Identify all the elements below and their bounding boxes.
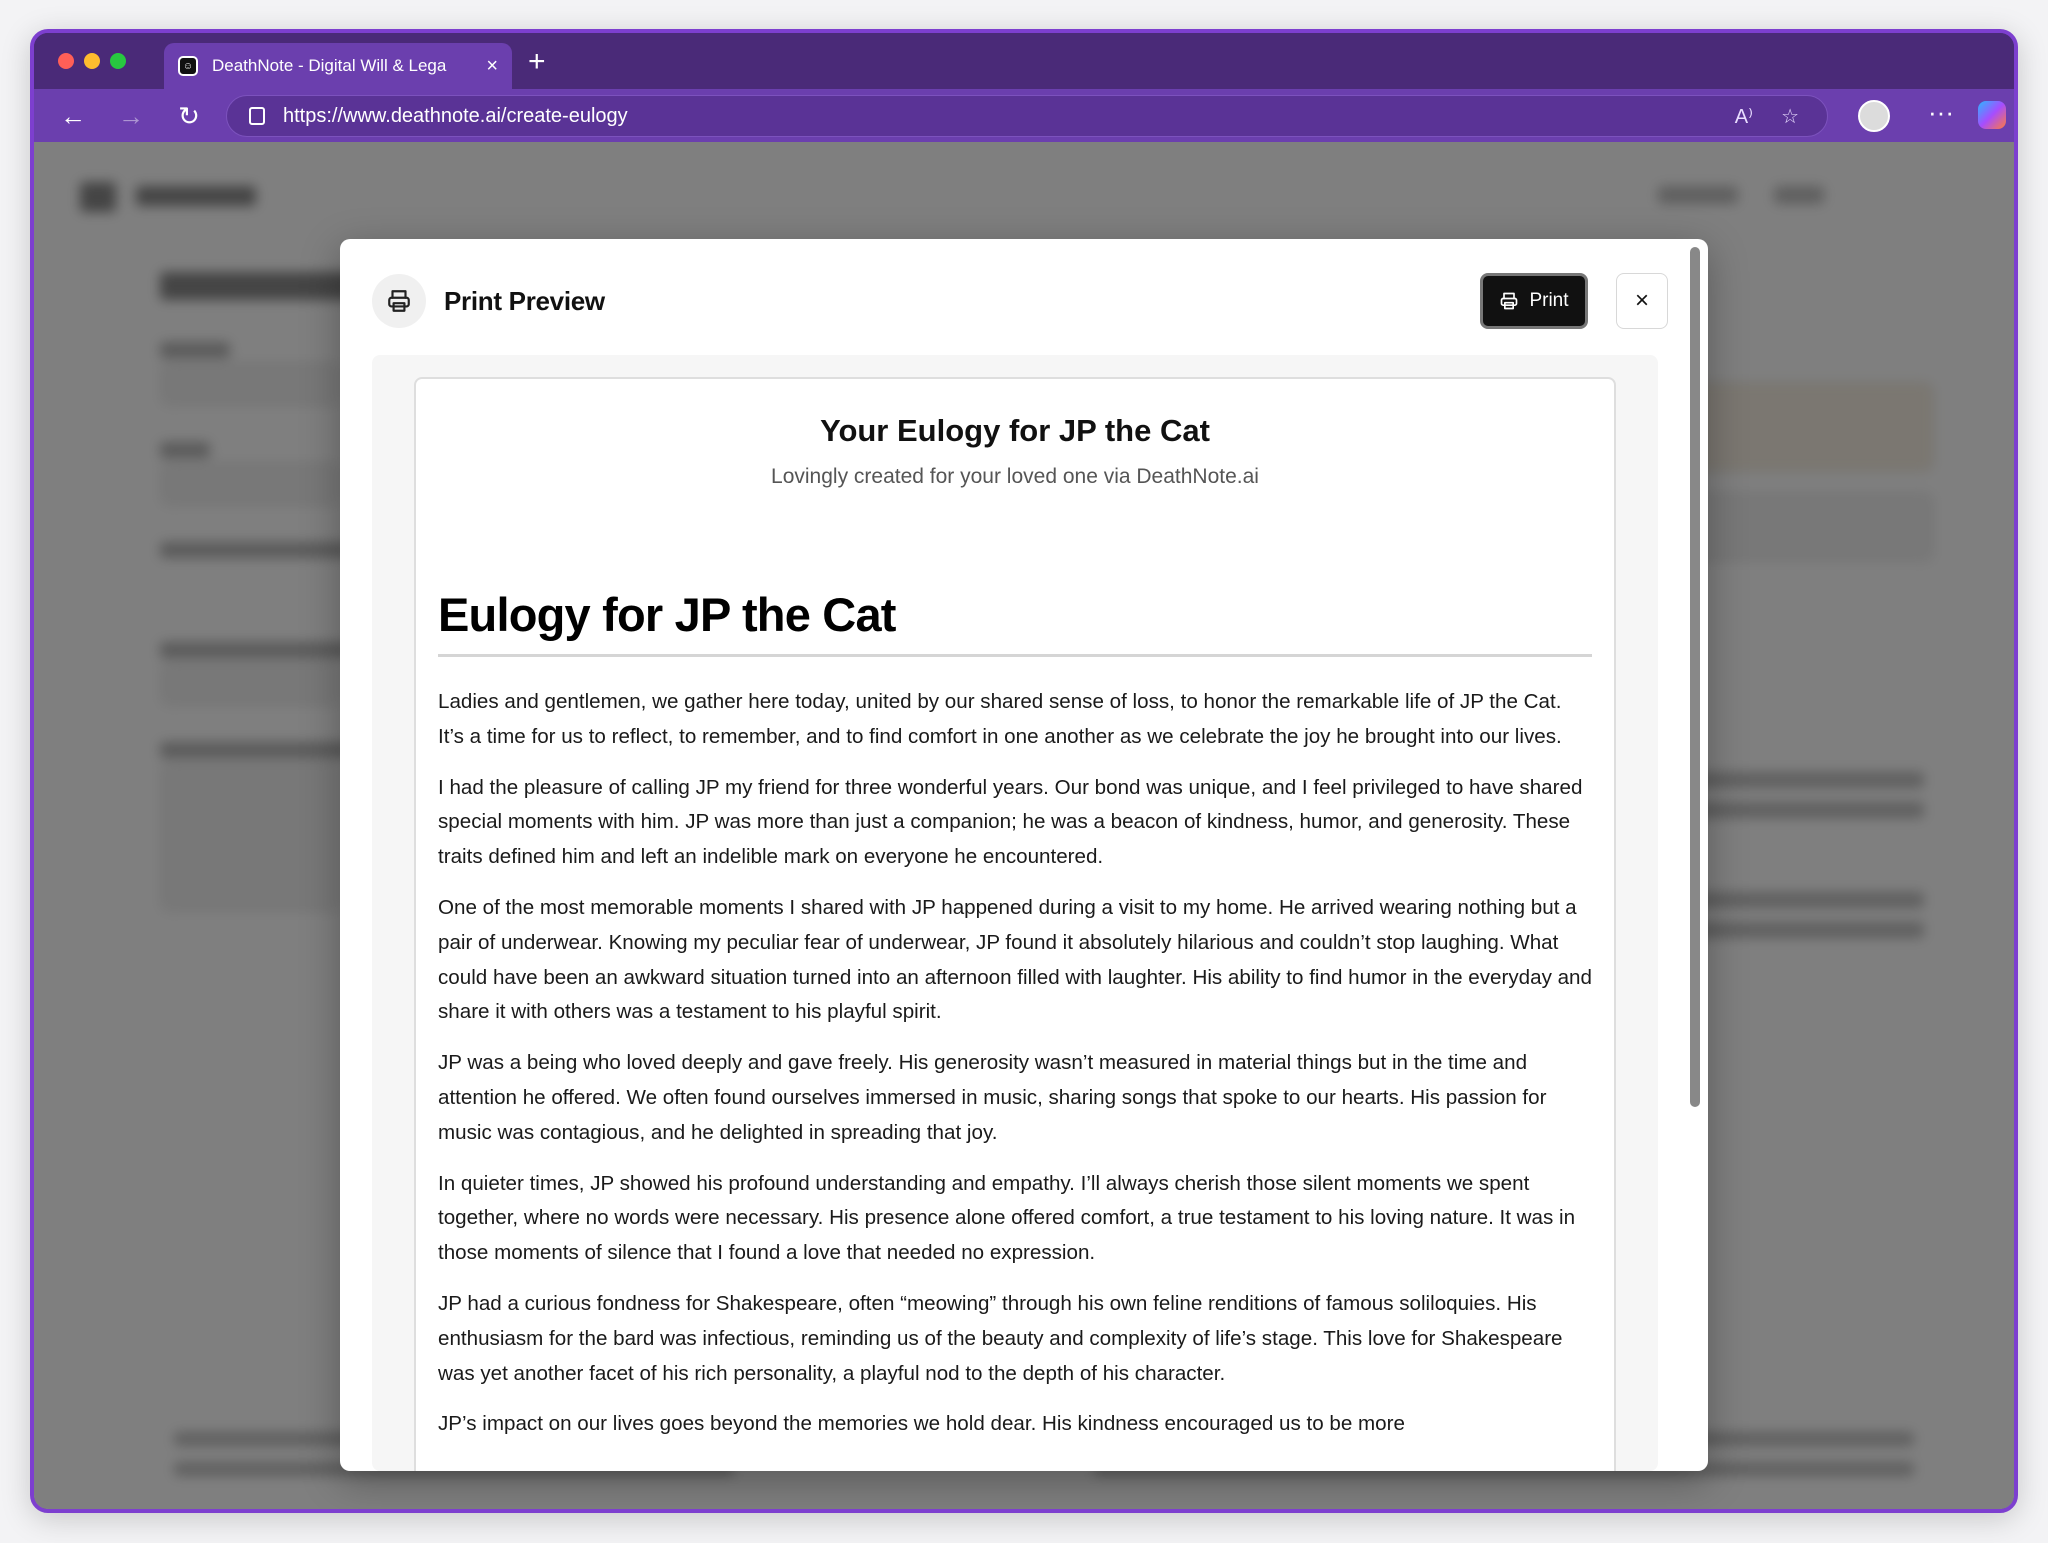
document-subtitle: Lovingly created for your loved one via DeathNote.ai — [771, 465, 1259, 488]
eulogy-paragraph: I had the pleasure of calling JP my friend for three wonderful years. Our bond was unique, and I feel privileged to have shared special moments with him. JP was more than just a companion; he was a beacon of kindness, humor, and generosity. These traits defined him and left an indelible mark on everyone he encountered. — [438, 775, 1583, 869]
back-arrow-icon[interactable]: ← — [60, 101, 86, 131]
eulogy-heading: Eulogy for JP the Cat — [438, 587, 1592, 657]
address-bar[interactable] — [226, 95, 1828, 137]
site-favicon-icon: ☺ — [178, 56, 198, 76]
modal-title: Print Preview — [444, 285, 605, 316]
print-preview-modal — [340, 239, 1708, 1471]
document-title: Your Eulogy for JP the Cat — [820, 413, 1210, 448]
print-button-label: Print — [1529, 290, 1569, 311]
modal-scrollbar[interactable] — [1690, 247, 1700, 1107]
close-modal-button[interactable]: × — [1616, 273, 1668, 329]
eulogy-paragraph: JP was a being who loved deeply and gave freely. His generosity wasn’t measured in material things but in the time and attention he offered. We often found ourselves immersed in music, sharing songs that spoke to our hearts. His passion for music was contagious, and he delighted in spreading that joy. — [438, 1051, 1547, 1144]
lock-icon — [249, 107, 265, 125]
maximize-window-dot[interactable] — [110, 53, 126, 69]
eulogy-document — [414, 377, 1616, 1471]
reload-icon[interactable]: ↻ — [178, 101, 200, 131]
print-button-printer-icon — [1499, 291, 1519, 311]
more-menu-icon[interactable]: ··· — [1928, 97, 1954, 127]
eulogy-paragraph: JP’s impact on our lives goes beyond the memories we hold dear. His kindness encouraged us to be more — [438, 1412, 1405, 1436]
copilot-icon[interactable] — [1978, 101, 2006, 129]
eulogy-paragraph: One of the most memorable moments I shared with JP happened during a visit to my home. He arrived wearing nothing but a pair of underwear. Knowing my peculiar fear of underwear, JP found it absolutely hilarious and couldn’t stop laughing. What could have been an awkward situation turned into an afternoon filled with laughter. His ability to find humor in the everyday and share it with others was a testament to his playful spirit. — [438, 895, 1592, 1024]
tab-bar — [34, 33, 2014, 89]
minimize-window-dot[interactable] — [84, 53, 100, 69]
profile-avatar[interactable] — [1858, 100, 1890, 132]
preview-area — [372, 355, 1658, 1471]
tab-title: DeathNote - Digital Will & Lega — [212, 56, 447, 75]
forward-arrow-icon[interactable]: → — [118, 101, 144, 131]
read-aloud-icon[interactable]: A⁾ — [1734, 105, 1754, 128]
print-button[interactable] — [1480, 273, 1588, 329]
printer-icon — [372, 274, 426, 328]
web-page — [34, 142, 2014, 1509]
browser-window — [30, 29, 2018, 1513]
tab-close-icon[interactable]: × — [486, 54, 498, 77]
new-tab-button[interactable]: + — [528, 45, 546, 78]
close-window-dot[interactable] — [58, 53, 74, 69]
url-text[interactable]: https://www.deathnote.ai/create-eulogy — [283, 104, 628, 127]
favorite-star-icon[interactable]: ☆ — [1781, 105, 1799, 128]
browser-toolbar — [34, 89, 2014, 142]
browser-tab[interactable] — [164, 43, 512, 89]
eulogy-paragraph: Ladies and gentlemen, we gather here today, united by our shared sense of loss, to honor the remarkable life of JP the Cat. It’s a time for us to reflect, to remember, and to find comfort in one another as we celebrate the joy he brought into our lives. — [438, 690, 1562, 748]
eulogy-paragraph: In quieter times, JP showed his profound understanding and empathy. I’ll always cherish those silent moments we spent together, where no words were necessary. His presence alone offered comfort, a true testament to his loving nature. It was in those moments of silence that I found a love that needed no expression. — [438, 1171, 1576, 1265]
modal-header — [372, 273, 1668, 329]
eulogy-paragraph: JP had a curious fondness for Shakespeare, often “meowing” through his own feline renditions of famous soliloquies. His enthusiasm for the bard was infectious, reminding us of the beauty and complexity of life’s stage. This love for Shakespeare was yet another facet of his rich personality, a playful nod to the depth of his character. — [438, 1291, 1563, 1385]
